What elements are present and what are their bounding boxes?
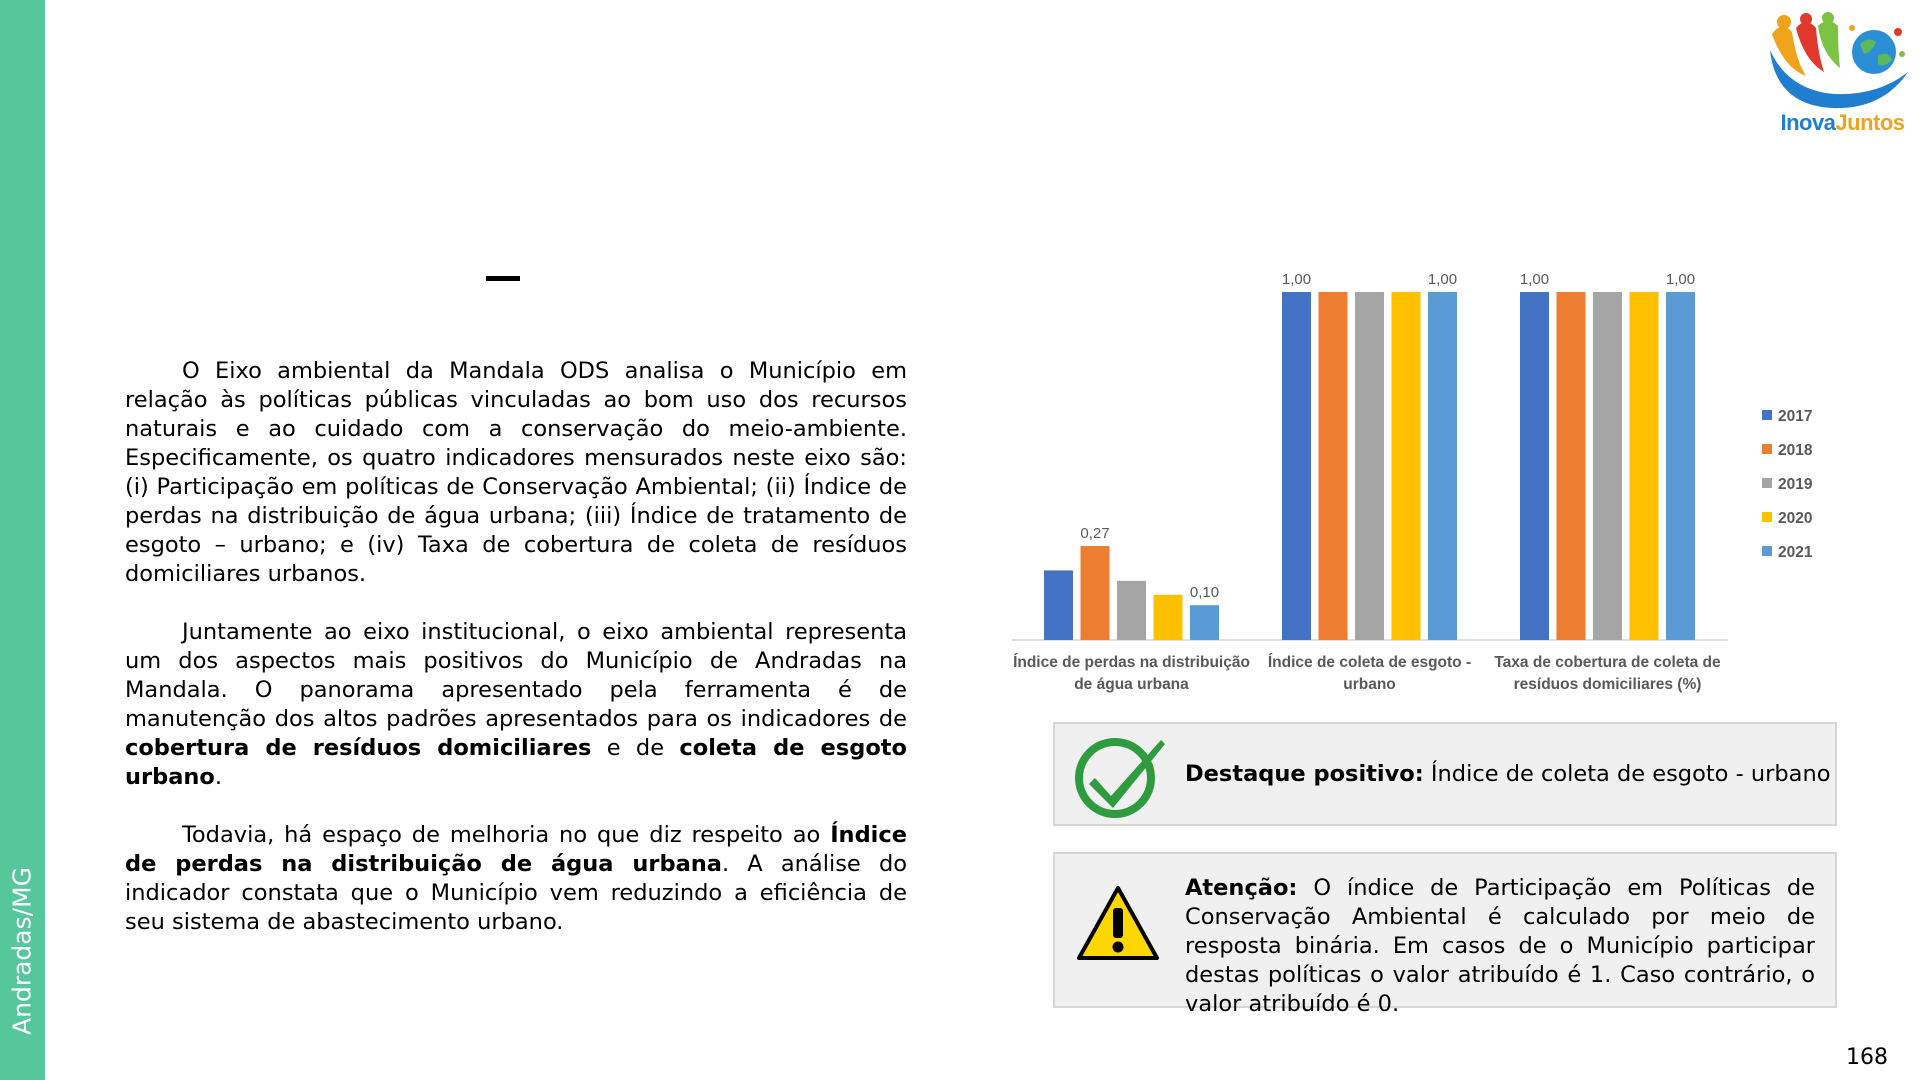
legend-swatch-2020 <box>1762 512 1772 522</box>
logo-wordmark <box>1770 110 1915 136</box>
data-label-5: 1,00 <box>1665 271 1696 288</box>
attention-box <box>1053 852 1837 1017</box>
category-label-2-1: resíduos domiciliares (%) <box>1513 676 1702 693</box>
attention-text <box>1185 874 1815 1019</box>
positive-highlight-text <box>1185 760 1830 789</box>
p3-bold-perdas: Índice de perdas na distribuição de água urbana <box>125 822 907 877</box>
legend-swatch-2017 <box>1762 410 1772 420</box>
legend-label-2021: 2021 <box>1778 544 1813 561</box>
data-label-0: 0,27 <box>1080 525 1110 543</box>
category-label-0-1: de água urbana <box>1074 676 1189 693</box>
data-label-4: 1,00 <box>1519 271 1550 288</box>
legend-swatch-2019 <box>1762 478 1772 488</box>
legend-label-2018: 2018 <box>1778 442 1813 459</box>
body-text <box>125 357 907 966</box>
p2-text: Juntamente ao eixo institucional, o eixo ambiental representa um dos aspectos mais positivos do Município de Andradas na Mandala. O panorama apresentado pela ferramenta é de manutenção dos altos padrões apresentados para os indicadores de <box>125 619 907 732</box>
page-number: 168 <box>1846 1045 1888 1070</box>
logo-text-juntos: Juntos <box>1835 110 1905 135</box>
attention-body: O índice de Participação em Políticas de Conservação Ambiental é calculado por meio de resposta binária. Em casos de o Município participar destas políticas o valor atribuído é 1. Caso contrário, o valor atribuído é 0. <box>1185 875 1815 1017</box>
p2-text-end: . <box>214 764 223 790</box>
bar-2018-cat1 <box>1319 292 1348 640</box>
bar-2017-cat1 <box>1282 292 1311 640</box>
logo-text-inova: Inova <box>1780 110 1836 135</box>
bar-2019-cat1 <box>1355 292 1384 640</box>
bar-2019-cat2 <box>1593 292 1622 640</box>
data-label-3: 1,00 <box>1427 271 1458 288</box>
positive-value: Índice de coleta de esgoto - urbano <box>1423 761 1831 787</box>
checkmark-icon <box>1073 730 1169 820</box>
bar-2018-cat2 <box>1557 292 1586 640</box>
legend-label-2020: 2020 <box>1778 510 1813 527</box>
legend-swatch-2021 <box>1762 546 1772 556</box>
bar-2017-cat0 <box>1044 570 1073 640</box>
category-label-2-0: Taxa de cobertura de coleta de <box>1494 654 1721 671</box>
bar-2020-cat0 <box>1154 595 1183 640</box>
p2-bold-residuos: cobertura de resíduos domiciliares <box>125 735 592 761</box>
bar-2021-cat1 <box>1428 292 1457 640</box>
bar-2017-cat2 <box>1520 292 1549 640</box>
paragraph-1: O Eixo ambiental da Mandala ODS analisa o Município em relação às políticas públicas vinculadas ao bom uso dos recursos naturais e ao cuidado com a conservação do meio-ambiente. Especificamente, os quatro indicadores mensurados neste eixo são: (i) Participação em políticas de Conservação Ambiental; (ii) Índice de perdas na distribuição de água urbana; (iii) Índice de tratamento de esgoto – urbano; e (iv) Taxa de cobertura de coleta de resíduos domiciliares urbanos. <box>125 358 907 587</box>
legend-label-2019: 2019 <box>1778 476 1813 493</box>
bar-2020-cat1 <box>1392 292 1421 640</box>
category-label-1-1: urbano <box>1343 676 1396 693</box>
municipality-label: Andradas/MG <box>7 867 37 1035</box>
bar-2021-cat0 <box>1190 605 1219 640</box>
category-label-0-0: Índice de perdas na distribuição <box>1013 654 1250 671</box>
paragraph-2 <box>125 618 907 792</box>
data-label-2: 1,00 <box>1281 271 1312 288</box>
attention-label: Atenção: <box>1185 875 1298 901</box>
legend-swatch-2018 <box>1762 444 1772 454</box>
p2-text-2: e de <box>591 735 680 761</box>
category-label-1-0: Índice de coleta de esgoto - <box>1267 654 1472 671</box>
bar-2019-cat0 <box>1117 581 1146 640</box>
p2-bold-esgoto: coleta de esgoto urbano <box>125 735 907 790</box>
bar-2021-cat2 <box>1666 292 1695 640</box>
paragraph-3 <box>125 821 907 937</box>
positive-highlight-box <box>1053 722 1837 826</box>
positive-label: Destaque positivo: <box>1185 761 1424 787</box>
data-label-1: 0,10 <box>1189 584 1220 602</box>
warning-icon <box>1075 884 1161 964</box>
title-dash <box>486 276 520 281</box>
legend-label-2017: 2017 <box>1778 408 1813 425</box>
sidebar-bar <box>0 0 45 1080</box>
p3-text-end: . A análise do indicador constata que o Município vem reduzindo a eficiência de seu sistema de abastecimento urbano. <box>125 851 907 935</box>
p3-text: Todavia, há espaço de melhoria no que diz respeito ao <box>182 822 831 848</box>
bar-2018-cat0 <box>1081 546 1110 640</box>
bar-2020-cat2 <box>1630 292 1659 640</box>
